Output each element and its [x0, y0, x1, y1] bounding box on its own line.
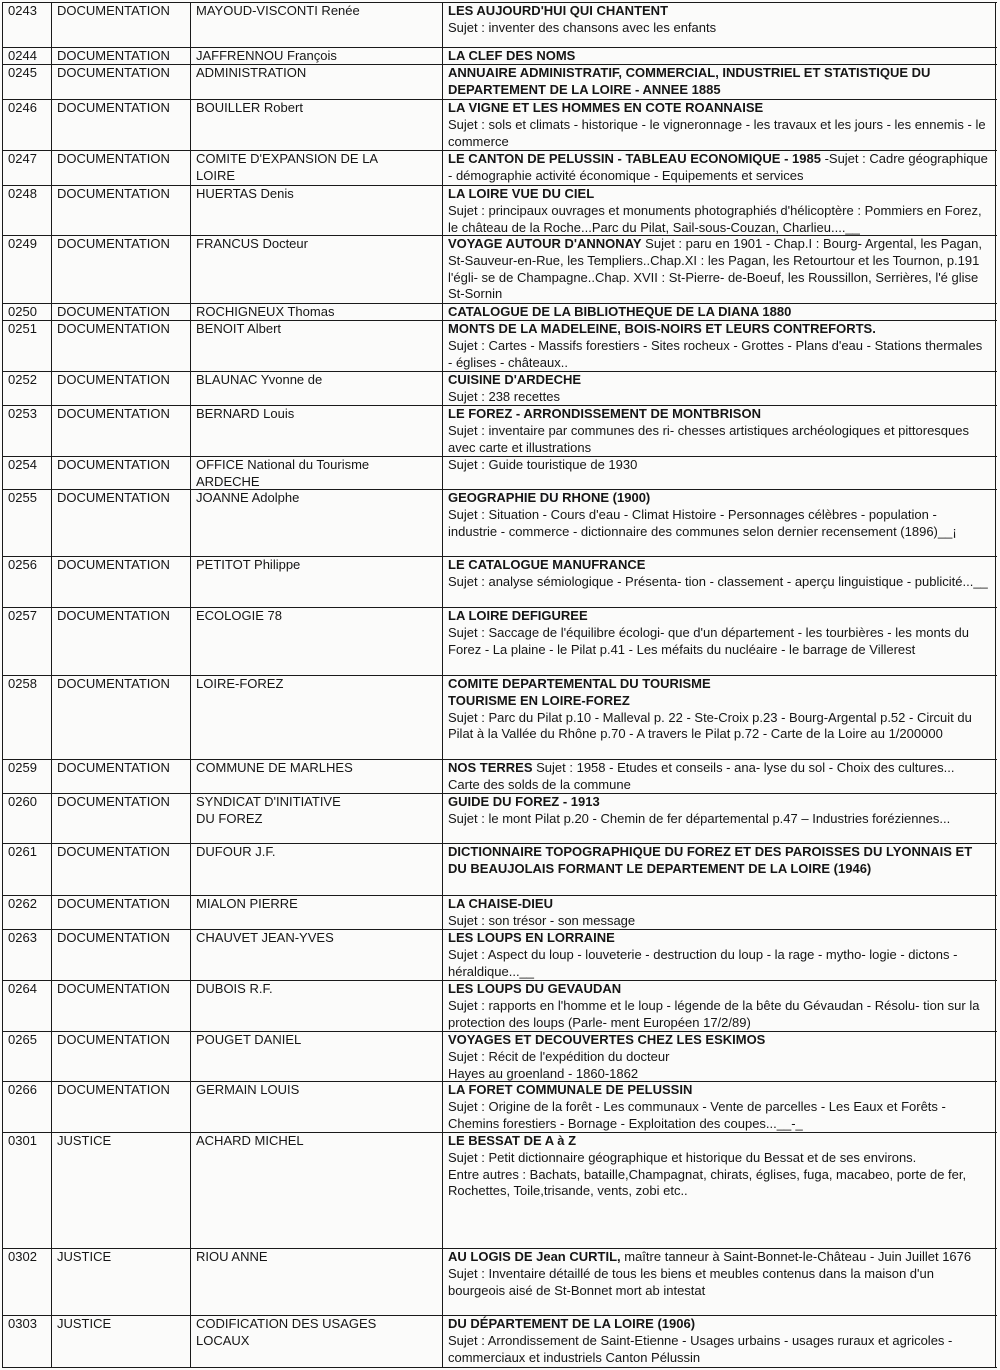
- subject-text: Sujet : Situation - Cours d'eau - Climat Histoire - Personnages célèbres - population - industrie - commerce - dictionnaire des communes selon dernier recensement (1896)__¡: [448, 506, 957, 539]
- table-row: [3, 3, 997, 48]
- work-title: GEOGRAPHIE DU RHONE (1900): [448, 490, 651, 505]
- description-paragraph: [448, 117, 989, 150]
- description-paragraph: [448, 676, 989, 693]
- table-row: [3, 794, 997, 844]
- category-cell: DOCUMENTATION: [52, 676, 191, 759]
- description-cell: [443, 896, 996, 929]
- author-cell: JOANNE Adolphe: [191, 490, 443, 556]
- category-cell: DOCUMENTATION: [52, 100, 191, 150]
- table-row: [3, 100, 997, 151]
- author-cell: POUGET DANIEL: [191, 1032, 443, 1081]
- record-number: 0263: [3, 930, 52, 980]
- table-row: [3, 981, 997, 1032]
- author-cell: BERNARD Louis: [191, 406, 443, 456]
- record-number: 0258: [3, 676, 52, 759]
- description-paragraph: [448, 236, 989, 303]
- category-cell: DOCUMENTATION: [52, 304, 191, 320]
- record-number: 0253: [3, 406, 52, 456]
- author-cell: JAFFRENNOU François: [191, 48, 443, 64]
- work-title: LA CLEF DES NOMS: [448, 48, 576, 63]
- subject-text: Sujet : Saccage de l'équilibre écologi- que d'un département - les tourbières - les monts du Forez - La plaine - le Pilat p.41 - Les méfaits du nucléaire - le barrage de Villerest: [448, 624, 969, 657]
- description-paragraph: [448, 1333, 989, 1367]
- subject-text: Entre autres : Bachats, bataille,Champagnat, chirats, églises, fuga, macabeo, porte de fer, Rochettes, Toile,trisande, vents, zobi etc..: [448, 1166, 967, 1199]
- table-row: [3, 406, 997, 457]
- description-paragraph: [448, 48, 989, 64]
- subject-text: Sujet : Aspect du loup - louveterie - destruction du loup - la rage - mytho- logie - dictons - héraldique...__: [448, 946, 958, 979]
- category-cell: DOCUMENTATION: [52, 930, 191, 980]
- description-paragraph: [448, 710, 989, 744]
- record-number: 0257: [3, 608, 52, 675]
- category-cell: DOCUMENTATION: [52, 3, 191, 47]
- author-cell: FRANCUS Docteur: [191, 236, 443, 303]
- table-row: [3, 1032, 997, 1082]
- description-paragraph: [448, 981, 989, 998]
- subject-text: Sujet : Cartes - Massifs forestiers - Sites rocheux - Grottes - Plans d'eau - Stations thermales - églises - châteaux..: [448, 337, 983, 370]
- description-cell: [443, 557, 996, 607]
- author-cell: BENOIT Albert: [191, 321, 443, 371]
- category-cell: JUSTICE: [52, 1133, 191, 1248]
- description-cell: [443, 676, 996, 759]
- record-number: 0252: [3, 372, 52, 405]
- record-number: 0245: [3, 65, 52, 99]
- description-cell: [443, 100, 996, 150]
- author-cell: ECOLOGIE 78: [191, 608, 443, 675]
- record-number: 0301: [3, 1133, 52, 1248]
- description-paragraph: [448, 151, 989, 185]
- work-title: GUIDE DU FOREZ - 1913: [448, 794, 600, 809]
- table-row: [3, 236, 997, 304]
- description-cell: [443, 457, 996, 489]
- author-cell: ADMINISTRATION: [191, 65, 443, 99]
- author-cell: GERMAIN LOUIS: [191, 1082, 443, 1132]
- work-title: MONTS DE LA MADELEINE, BOIS-NOIRS ET LEURS CONTREFORTS.: [448, 321, 876, 336]
- description-paragraph: [448, 625, 989, 659]
- record-number: 0265: [3, 1032, 52, 1081]
- description-paragraph: [448, 557, 989, 574]
- work-title: VOYAGES ET DECOUVERTES CHEZ LES ESKIMOS: [448, 1032, 766, 1047]
- record-number: 0255: [3, 490, 52, 556]
- work-title: AU LOGIS DE Jean CURTIL,: [448, 1249, 621, 1264]
- work-title: LES LOUPS EN LORRAINE: [448, 930, 615, 945]
- work-title: ANNUAIRE ADMINISTRATIF, COMMERCIAL, INDUSTRIEL ET STATISTIQUE DU DEPARTEMENT DE LA LOIRE - ANNEE 1885: [448, 65, 931, 97]
- category-cell: DOCUMENTATION: [52, 557, 191, 607]
- category-cell: DOCUMENTATION: [52, 406, 191, 456]
- author-cell: RIOU ANNE: [191, 1249, 443, 1315]
- subject-text: Sujet : paru en 1901 - Chap.I : Bourg- Argental, les Pagan, St-Sauveur-en-Rue, les Templiers..Chap.XI : les Pagan, les Retourtour et les Tournon, p.191 l'égli- se de Champagne..Chap. XVII : St-Pierre- de-Boeuf, les Roussillon, Serrières, l'é glise St-Sornin: [448, 236, 982, 302]
- table-row: [3, 490, 997, 557]
- work-title: CUISINE D'ARDECHE: [448, 372, 582, 387]
- table-row: [3, 48, 997, 65]
- description-cell: [443, 1082, 996, 1132]
- description-cell: [443, 304, 996, 320]
- work-title: DU DÉPARTEMENT DE LA LOIRE (1906): [448, 1316, 696, 1331]
- description-cell: [443, 3, 996, 47]
- author-cell: BOUILLER Robert: [191, 100, 443, 150]
- description-paragraph: [448, 1133, 989, 1150]
- record-number: 0249: [3, 236, 52, 303]
- description-cell: [443, 65, 996, 99]
- description-cell: [443, 1032, 996, 1081]
- description-paragraph: [448, 693, 989, 710]
- description-paragraph: [448, 423, 989, 456]
- subject-text: Sujet : son trésor - son message: [448, 912, 636, 928]
- category-cell: DOCUMENTATION: [52, 151, 191, 185]
- description-paragraph: [448, 490, 989, 507]
- table-row: [3, 1249, 997, 1316]
- subject-text: Sujet : Petit dictionnaire géographique et historique du Bessat et de ses environs.: [448, 1149, 917, 1165]
- subject-text: -Sujet : Cadre géographique - démographie activité économique - Equipements et services: [448, 151, 988, 183]
- category-cell: DOCUMENTATION: [52, 896, 191, 929]
- subject-text: Sujet : inventaire par communes des ri- chesses artistiques archéologiques et pittoresques avec carte et illustrations: [448, 422, 969, 455]
- description-cell: [443, 236, 996, 303]
- work-title: LA FORET COMMUNALE DE PELUSSIN: [448, 1082, 693, 1097]
- author-cell: COMITE D'EXPANSION DE LA LOIRE: [191, 151, 443, 185]
- author-cell: BLAUNAC Yvonne de: [191, 372, 443, 405]
- record-number: 0266: [3, 1082, 52, 1132]
- category-cell: DOCUMENTATION: [52, 1032, 191, 1081]
- description-paragraph: [448, 304, 989, 320]
- table-row: [3, 372, 997, 406]
- description-paragraph: [448, 608, 989, 625]
- work-title: TOURISME EN LOIRE-FOREZ: [448, 692, 630, 708]
- description-paragraph: [448, 3, 989, 20]
- record-number: 0246: [3, 100, 52, 150]
- description-paragraph: [448, 1049, 989, 1066]
- description-paragraph: [448, 794, 989, 811]
- subject-text: Sujet : Récit de l'expédition du docteur: [448, 1048, 670, 1064]
- description-paragraph: [448, 1167, 989, 1201]
- description-paragraph: [448, 1316, 989, 1333]
- description-cell: [443, 1316, 996, 1367]
- category-cell: DOCUMENTATION: [52, 1082, 191, 1132]
- description-cell: [443, 844, 996, 895]
- author-cell: SYNDICAT D'INITIATIVE DU FOREZ: [191, 794, 443, 843]
- category-cell: DOCUMENTATION: [52, 48, 191, 64]
- record-number: 0254: [3, 457, 52, 489]
- description-paragraph: [448, 811, 989, 828]
- description-cell: [443, 608, 996, 675]
- subject-text: Sujet : le mont Pilat p.20 - Chemin de fer départemental p.47 – Industries foréziennes...: [448, 810, 951, 826]
- author-cell: PETITOT Philippe: [191, 557, 443, 607]
- category-cell: DOCUMENTATION: [52, 372, 191, 405]
- author-cell: MIALON PIERRE: [191, 896, 443, 929]
- subject-text: maître tanneur à Saint-Bonnet-le-Château - Juin Juillet 1676: [620, 1249, 972, 1264]
- description-cell: [443, 930, 996, 980]
- description-paragraph: [448, 1266, 989, 1300]
- category-cell: JUSTICE: [52, 1249, 191, 1315]
- subject-text: Sujet : principaux ouvrages et monuments photographiés d'hélicoptère : Pommiers en Forez, le château de la Roche...Parc du Pilat, Sail-sous-Couzan, Charlieu....__: [448, 202, 982, 235]
- description-paragraph: [448, 574, 989, 591]
- subject-text: Sujet : inventer des chansons avec les enfants: [448, 19, 717, 35]
- category-cell: DOCUMENTATION: [52, 321, 191, 371]
- work-title: LE CANTON DE PELUSSIN - TABLEAU ECONOMIQUE - 1985: [448, 151, 821, 166]
- work-title: LA LOIRE VUE DU CIEL: [448, 186, 595, 201]
- description-cell: [443, 794, 996, 843]
- description-paragraph: [448, 389, 989, 405]
- category-cell: DOCUMENTATION: [52, 760, 191, 793]
- table-row: [3, 896, 997, 930]
- description-paragraph: [448, 186, 989, 203]
- category-cell: DOCUMENTATION: [52, 981, 191, 1031]
- description-cell: [443, 490, 996, 556]
- table-row: [3, 65, 997, 100]
- subject-text: Sujet : rapports en l'homme et le loup - légende de la bête du Gévaudan - Résolu- tion sur la protection des loups (Parle- ment Européen 17/2/89): [448, 997, 980, 1030]
- description-cell: [443, 321, 996, 371]
- category-cell: JUSTICE: [52, 1316, 191, 1367]
- record-number: 0248: [3, 186, 52, 235]
- work-title: LE FOREZ - ARRONDISSEMENT DE MONTBRISON: [448, 406, 761, 421]
- subject-text: Sujet : sols et climats - historique - le vigneronnage - les travaux et les jours - les ennemis - le commerce: [448, 116, 986, 149]
- subject-text: Sujet : 1958 - Etudes et conseils - ana- lyse du sol - Choix des cultures... Carte des solds de la commune: [448, 760, 955, 792]
- description-paragraph: [448, 998, 989, 1031]
- description-paragraph: [448, 507, 989, 541]
- subject-text: Sujet : Parc du Pilat p.10 - Malleval p. 22 - Ste-Croix p.23 - Bourg-Argental p.52 - Circuit du Pilat à la Vallée du Rhône p.70 - A travers le Pilat p.72 - Carte de la Loire au 1/200000: [448, 709, 972, 742]
- description-paragraph: [448, 457, 989, 474]
- category-cell: DOCUMENTATION: [52, 844, 191, 895]
- subject-text: Hayes au groenland - 1860-1862: [448, 1065, 639, 1081]
- subject-text: Sujet : Guide touristique de 1930: [448, 457, 638, 472]
- description-paragraph: [448, 372, 989, 389]
- author-cell: ROCHIGNEUX Thomas: [191, 304, 443, 320]
- category-cell: DOCUMENTATION: [52, 186, 191, 235]
- subject-text: Sujet : Arrondissement de Saint-Etienne - Usages urbains - usages ruraux et agricoles - commerciaux et industriels Canton Pélussin: [448, 1332, 953, 1365]
- table-row: [3, 676, 997, 760]
- description-paragraph: [448, 896, 989, 913]
- category-cell: DOCUMENTATION: [52, 794, 191, 843]
- category-cell: DOCUMENTATION: [52, 236, 191, 303]
- table-row: [3, 557, 997, 608]
- record-number: 0247: [3, 151, 52, 185]
- description-paragraph: [448, 20, 989, 37]
- record-number: 0256: [3, 557, 52, 607]
- table-row: [3, 151, 997, 186]
- work-title: LES AUJOURD'HUI QUI CHANTENT: [448, 3, 669, 18]
- author-cell: HUERTAS Denis: [191, 186, 443, 235]
- description-cell: [443, 981, 996, 1031]
- record-number: 0303: [3, 1316, 52, 1367]
- description-cell: [443, 1133, 996, 1248]
- author-cell: ACHARD MICHEL: [191, 1133, 443, 1248]
- description-cell: [443, 760, 996, 793]
- description-paragraph: [448, 100, 989, 117]
- record-number: 0262: [3, 896, 52, 929]
- record-number: 0250: [3, 304, 52, 320]
- record-number: 0302: [3, 1249, 52, 1315]
- record-number: 0261: [3, 844, 52, 895]
- subject-text: Sujet : Origine de la forêt - Les communaux - Vente de parcelles - Les Eaux et Forêts - Chemins forestiers - Bornage - Exploitation des coupes...__-_: [448, 1098, 946, 1131]
- table-row: [3, 321, 997, 372]
- table-row: [3, 457, 997, 490]
- work-title: CATALOGUE DE LA BIBLIOTHEQUE DE LA DIANA 1880: [448, 304, 792, 319]
- work-title: NOS TERRES: [448, 760, 533, 775]
- author-cell: DUFOUR J.F.: [191, 844, 443, 895]
- table-row: [3, 304, 997, 321]
- table-row: [3, 1316, 997, 1368]
- work-title: LE BESSAT DE A à Z: [448, 1133, 577, 1148]
- description-paragraph: [448, 913, 989, 929]
- category-cell: DOCUMENTATION: [52, 65, 191, 99]
- description-paragraph: [448, 1099, 989, 1132]
- work-title: LE CATALOGUE MANUFRANCE: [448, 557, 646, 572]
- description-paragraph: [448, 760, 989, 793]
- work-title: LES LOUPS DU GEVAUDAN: [448, 981, 622, 996]
- description-paragraph: [448, 338, 989, 371]
- author-cell: LOIRE-FOREZ: [191, 676, 443, 759]
- subject-text: Sujet : Inventaire détaillé de tous les biens et meubles contenus dans la maison d'un bourgeois aisé de St-Bonnet mort ab intestat: [448, 1265, 934, 1298]
- description-cell: [443, 372, 996, 405]
- table-row: [3, 186, 997, 236]
- work-title: COMITE DEPARTEMENTAL DU TOURISME: [448, 676, 711, 691]
- record-number: 0251: [3, 321, 52, 371]
- description-paragraph: [448, 1066, 989, 1081]
- description-cell: [443, 1249, 996, 1315]
- table-row: [3, 760, 997, 794]
- author-cell: CHAUVET JEAN-YVES: [191, 930, 443, 980]
- description-paragraph: [448, 65, 989, 99]
- subject-text: Sujet : analyse sémiologique - Présenta- tion - classement - aperçu linguistique - publicité...__: [448, 573, 988, 589]
- description-paragraph: [448, 1032, 989, 1049]
- category-cell: DOCUMENTATION: [52, 608, 191, 675]
- record-number: 0244: [3, 48, 52, 64]
- description-cell: [443, 186, 996, 235]
- table-row: [3, 844, 997, 896]
- work-title: DICTIONNAIRE TOPOGRAPHIQUE DU FOREZ ET DES PAROISSES DU LYONNAIS ET DU BEAUJOLAIS FORMANT LE DEPARTEMENT DE LA LOIRE (1946): [448, 844, 973, 876]
- author-cell: DUBOIS R.F.: [191, 981, 443, 1031]
- description-paragraph: [448, 1082, 989, 1099]
- description-cell: [443, 151, 996, 185]
- record-number: 0243: [3, 3, 52, 47]
- subject-text: Sujet : 238 recettes: [448, 388, 561, 404]
- description-cell: [443, 406, 996, 456]
- document-table: [2, 2, 997, 1368]
- table-row: [3, 1133, 997, 1249]
- category-cell: DOCUMENTATION: [52, 490, 191, 556]
- author-cell: MAYOUD-VISCONTI Renée: [191, 3, 443, 47]
- record-number: 0264: [3, 981, 52, 1031]
- work-title: LA LOIRE DEFIGUREE: [448, 608, 588, 623]
- record-number: 0260: [3, 794, 52, 843]
- description-paragraph: [448, 1150, 989, 1167]
- description-paragraph: [448, 1249, 989, 1266]
- work-title: LA VIGNE ET LES HOMMES EN COTE ROANNAISE: [448, 100, 764, 115]
- description-paragraph: [448, 947, 989, 980]
- description-paragraph: [448, 930, 989, 947]
- description-paragraph: [448, 321, 989, 338]
- author-cell: COMMUNE DE MARLHES: [191, 760, 443, 793]
- author-cell: CODIFICATION DES USAGES LOCAUX: [191, 1316, 443, 1367]
- work-title: LA CHAISE-DIEU: [448, 896, 553, 911]
- description-paragraph: [448, 844, 989, 878]
- author-cell: OFFICE National du Tourisme ARDECHE: [191, 457, 443, 489]
- description-paragraph: [448, 203, 989, 235]
- record-number: 0259: [3, 760, 52, 793]
- description-cell: [443, 48, 996, 64]
- table-row: [3, 1082, 997, 1133]
- category-cell: DOCUMENTATION: [52, 457, 191, 489]
- table-row: [3, 930, 997, 981]
- description-paragraph: [448, 406, 989, 423]
- table-row: [3, 608, 997, 676]
- work-title: VOYAGE AUTOUR D'ANNONAY: [448, 236, 642, 251]
